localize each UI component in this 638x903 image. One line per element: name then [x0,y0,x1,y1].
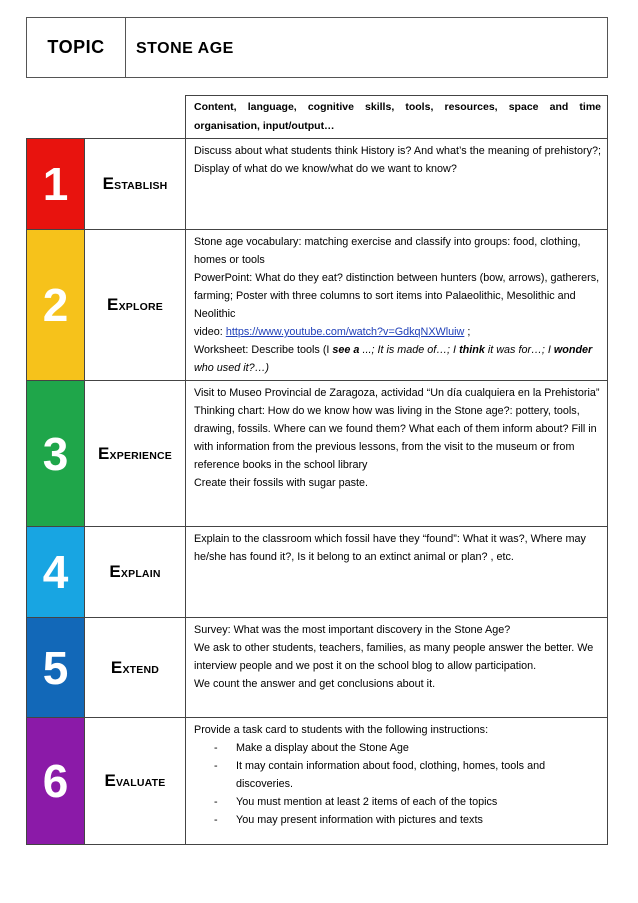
topic-label: TOPIC [27,18,126,78]
content-header: Content, language, cognitive skills, tools, resources, space and time organisation, input/output… [186,96,608,139]
video-link[interactable]: https://www.youtube.com/watch?v=GdkqNXWluiw [225,326,465,338]
list-item: - You must mention at least 2 items of each of the topics [214,793,601,811]
task-card-list [194,739,601,829]
list-item: - It may contain information about food, clothing, homes, tools and discoveries. [214,757,601,793]
stage-description-1: Discuss about what students think History is? And what’s the meaning of prehistory?; Display of what do we know/what do we want to know? [186,139,608,230]
stage-number-4: 4 [27,527,85,618]
stage-row-4 [27,527,608,618]
stage-number-1: 1 [27,139,85,230]
stage-name-explore: EXPLORE [85,230,186,381]
stage-row-1 [27,139,608,230]
stage-row-6 [27,718,608,845]
topic-value: STONE AGE [126,18,608,78]
list-item: - You may present information with pictures and texts [214,811,601,829]
stage-row-2 [27,230,608,381]
stage-number-5: 5 [27,618,85,718]
stage-row-3 [27,381,608,527]
topic-table [26,17,608,78]
stage-row-5 [27,618,608,718]
stage-description-4: Explain to the classroom which fossil have they “found”: What it was?, Where may he/she has found it?, Is it belong to an extinct animal or plan? , etc. [186,527,608,618]
stage-number-2: 2 [27,230,85,381]
stage-description-2: Stone age vocabulary: matching exercise and classify into groups: food, clothing, homes or tools PowerPoint: What do they eat? distinction between hunters (bow, arrows), gatherers, farming; Poster with three columns to sort items into Palaeolithic, Mesolithic and Neolithic video: https://www.youtube.com/watch?v=GdkqNXWluiw ; Worksheet: Describe tools (I see a ...; It is made of…; I think it was for…; I wonder who used it?…) [186,230,608,381]
stage-number-6: 6 [27,718,85,845]
stage-description-3: Visit to Museo Provincial de Zaragoza, actividad “Un día cualquiera en la Prehistoria” Thinking chart: How do we know how was living in the Stone age?: pottery, tools, drawing, fossils. Where can we found them? What each of them inform about? Fill in with information from the previous lessons, from the visit to the museum or from reference books in the school library Create their fossils with sugar paste. [186,381,608,527]
stage-name-establish: ESTABLISH [85,139,186,230]
stage-name-explain: EXPLAIN [85,527,186,618]
stage-name-experience: EXPERIENCE [85,381,186,527]
stages-table [26,95,608,845]
stage-number-3: 3 [27,381,85,527]
stage-name-extend: EXTEND [85,618,186,718]
stage-description-6: Provide a task card to students with the following instructions: - Make a display about the Stone Age - It may contain information about food, clothing, homes, tools and discoveries. - You must mention at least 2 items of each of the topics - You may present information with pictures and texts [186,718,608,845]
list-item: - Make a display about the Stone Age [214,739,601,757]
stage-description-5: Survey: What was the most important discovery in the Stone Age? We ask to other students, teachers, families, as many people answer the better. We interview people and we post it on the school blog to allow participation. We count the answer and get conclusions about it. [186,618,608,718]
stage-name-evaluate: EVALUATE [85,718,186,845]
